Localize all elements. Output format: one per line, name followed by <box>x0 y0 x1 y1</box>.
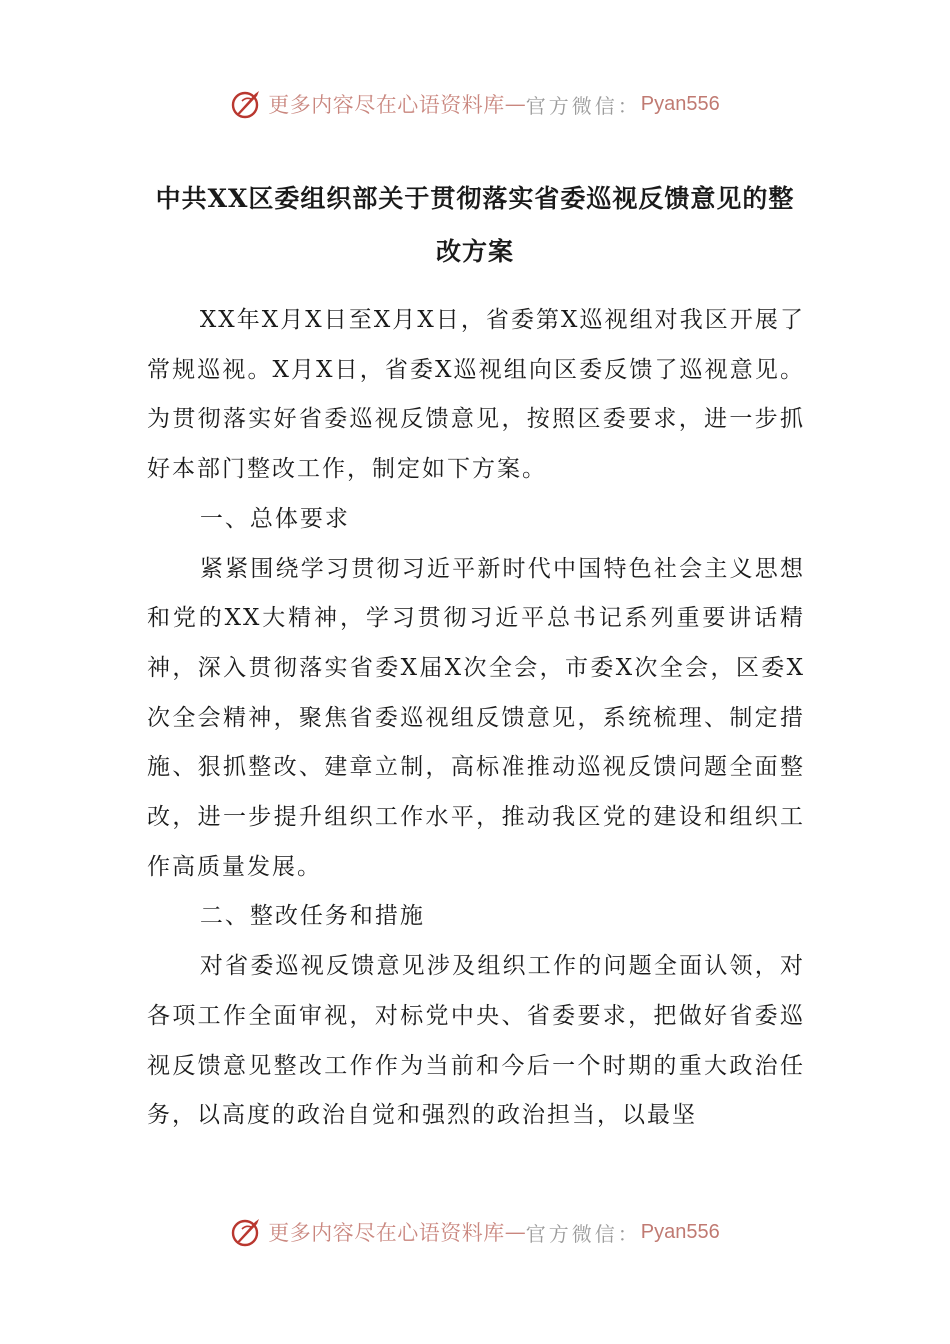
banner-slogan: 更多内容尽在心语资料库 <box>268 93 505 117</box>
document-body <box>147 296 805 1141</box>
paragraph-general-requirements: 紧紧围绕学习贯彻习近平新时代中国特色社会主义思想和党的XX大精神，学习贯彻习近平总书记系列重要讲话精神，深入贯彻落实省委X届X次全会，市委X次全会，区委X次全会精神，聚焦省委巡视组反馈意见，系统梳理、制定措施、狠抓整改、建章立制，高标准推动巡视反馈问题全面整改，进一步提升组织工作水平，推动我区党的建设和组织工作高质量发展。 <box>147 555 805 880</box>
banner-wechat-id: Pyan556 <box>640 92 720 115</box>
header-banner <box>0 84 950 124</box>
banner-wechat-label: 官方微信： <box>525 93 641 118</box>
footer-banner <box>0 1212 950 1252</box>
banner-dash: — <box>504 1220 526 1244</box>
document-title: 中共XX区委组织部关于贯彻落实省委巡视反馈意见的整改方案 <box>155 184 795 266</box>
quill-logo-icon <box>230 87 264 121</box>
banner-slogan: 更多内容尽在心语资料库 <box>268 1221 505 1245</box>
section-heading-2: 二、整改任务和措施 <box>199 903 425 930</box>
section-heading-1: 一、总体要求 <box>199 505 350 532</box>
banner-wechat-id: Pyan556 <box>640 1220 720 1243</box>
paragraph-tasks: 对省委巡视反馈意见涉及组织工作的问题全面认领，对各项工作全面审视，对标党中央、省委要求，把做好省委巡视反馈意见整改工作作为当前和今后一个时期的重大政治任务，以高度的政治自觉和强烈的政治担当，以最坚 <box>147 953 805 1129</box>
banner-dash: — <box>504 92 526 116</box>
paragraph-intro: XX年X月X日至X月X日，省委第X巡视组对我区开展了常规巡视。X月X日，省委X巡视组向区委反馈了巡视意见。为贯彻落实好省委巡视反馈意见，按照区委要求，进一步抓好本部门整改工作，制定如下方案。 <box>147 307 805 483</box>
quill-logo-icon <box>230 1215 264 1249</box>
banner-wechat-label: 官方微信： <box>525 1221 641 1246</box>
